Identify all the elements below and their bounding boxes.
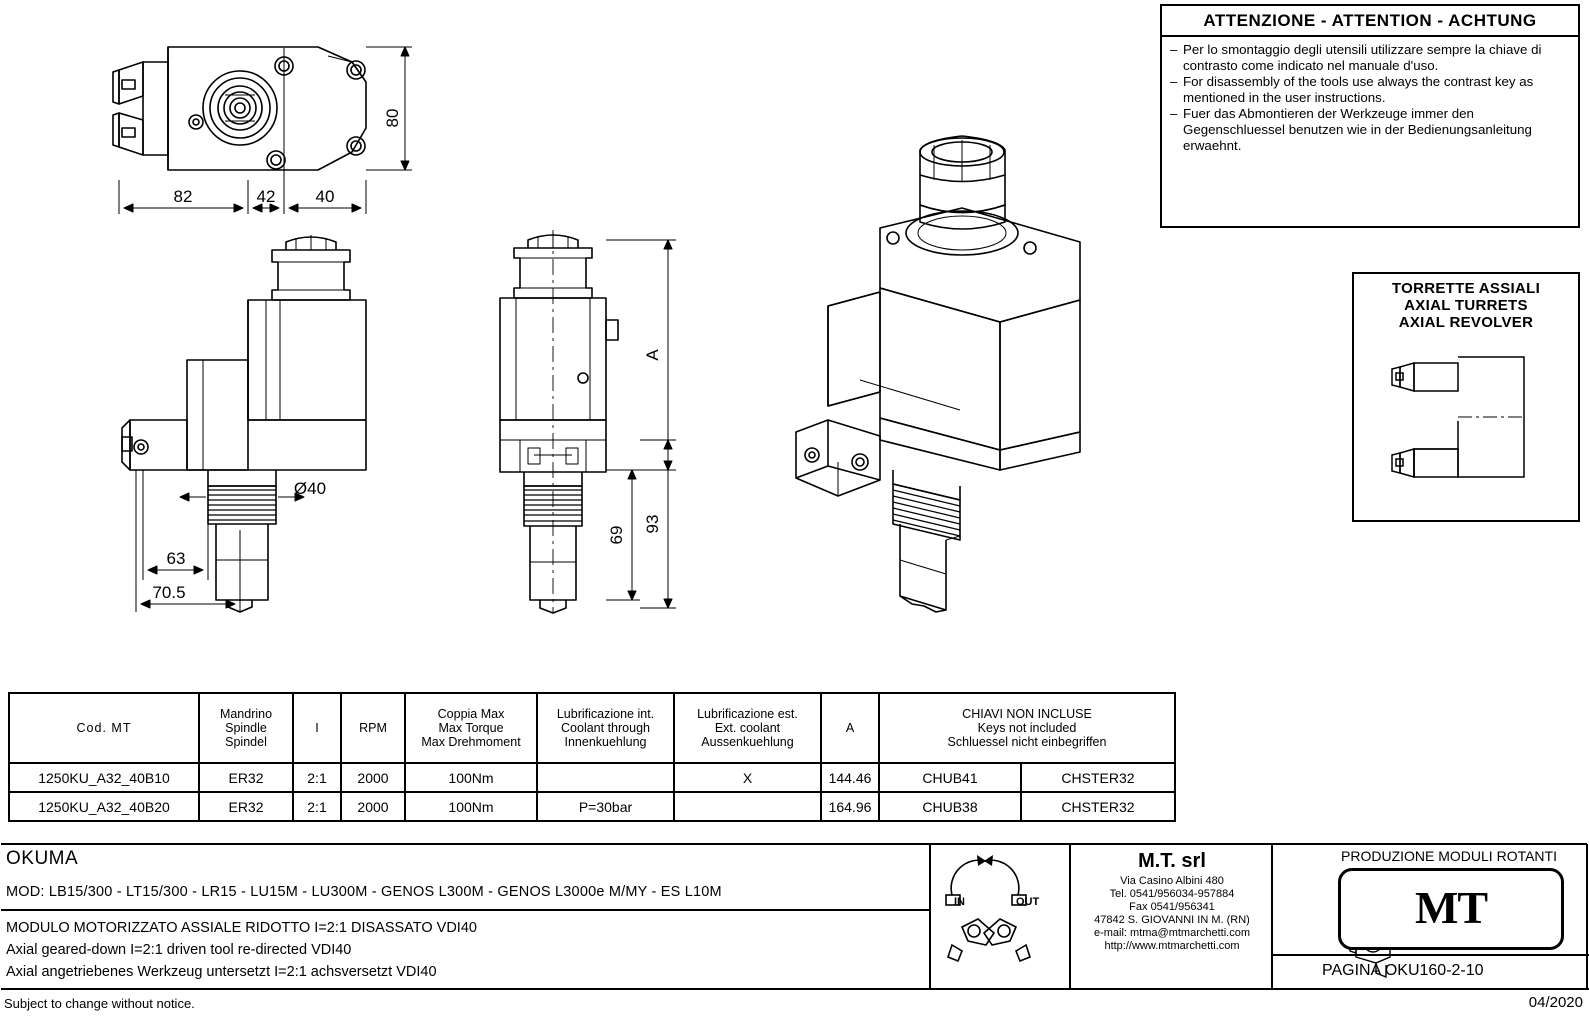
cell-key2: CHSTER32 xyxy=(1021,792,1175,821)
cell-code: 1250KU_A32_40B10 xyxy=(9,763,199,792)
dim-A: A xyxy=(643,349,662,361)
cell-rpm: 2000 xyxy=(341,792,405,821)
description-de: Axial angetriebenes Werkzeug untersetzt I=2:1 achsversetzt VDI40 xyxy=(6,964,437,980)
cell-a: 164.96 xyxy=(821,792,879,821)
cell-torque: 100Nm xyxy=(405,792,537,821)
mt-logo xyxy=(1338,868,1564,950)
description-it: MODULO MOTORIZZATO ASSIALE RIDOTTO I=2:1 DISASSATO VDI40 xyxy=(6,920,477,936)
cell-key2: CHSTER32 xyxy=(1021,763,1175,792)
dash-glyph: – xyxy=(1170,74,1178,90)
th-lub-int: Lubrificazione int. Coolant through Innenkuehlung xyxy=(537,693,674,763)
warning-box xyxy=(1160,4,1580,228)
dimension-lines xyxy=(119,47,676,612)
dash-glyph: – xyxy=(1170,42,1178,57)
table-row xyxy=(9,792,1175,821)
turret-title-de: AXIAL REVOLVER xyxy=(1398,314,1534,331)
company-fax: Fax 0541/956341 xyxy=(1129,901,1215,913)
dim-80: 80 xyxy=(383,108,402,128)
company-tel: Tel. 0541/956034-957884 xyxy=(1109,888,1235,900)
top-view xyxy=(113,47,366,170)
cell-lub-ext xyxy=(674,792,821,821)
page-label: PAGINA OKU160-2-10 xyxy=(1322,962,1484,979)
th-code: Cod. MT xyxy=(9,693,199,763)
warning-item-de xyxy=(1170,106,1570,153)
company-email[interactable]: e-mail: mtma@mtmarchetti.com xyxy=(1093,927,1251,939)
cell-i: 2:1 xyxy=(293,792,341,821)
company-street: Via Casino Albini 480 xyxy=(1120,875,1224,887)
production-label: PRODUZIONE MODULI ROTANTI xyxy=(1341,848,1557,864)
turret-title xyxy=(1354,274,1578,331)
warning-text-it: Per lo smontaggio degli utensili utilizzare sempre la chiave di contrasto come indicato nel manuale d'uso. xyxy=(1183,42,1542,73)
th-a: A xyxy=(821,693,879,763)
cell-rpm: 2000 xyxy=(341,763,405,792)
cell-key1: CHUB38 xyxy=(879,792,1021,821)
model-list: MOD: LB15/300 - LT15/300 - LR15 - LU15M - LU300M - GENOS L300M - GENOS L3000e M/MY - ES L10M xyxy=(6,884,722,900)
company-info xyxy=(1072,846,1272,953)
th-spindle: Mandrino Spindle Spindel xyxy=(199,693,293,763)
cell-key1: CHUB41 xyxy=(879,763,1021,792)
svg-text:OUT: OUT xyxy=(1016,896,1040,908)
cell-code: 1250KU_A32_40B20 xyxy=(9,792,199,821)
table-row xyxy=(9,763,1175,792)
cell-lub-int: P=30bar xyxy=(537,792,674,821)
cell-lub-ext: X xyxy=(674,763,821,792)
table-header-row xyxy=(9,693,1175,763)
date-label: 04/2020 xyxy=(1528,994,1583,1011)
company-name: M.T. srl xyxy=(1138,850,1206,872)
spec-table xyxy=(8,692,1176,822)
th-i: I xyxy=(293,693,341,763)
cell-torque: 100Nm xyxy=(405,763,537,792)
dash-glyph: – xyxy=(1170,106,1178,122)
th-lub-ext: Lubrificazione est. Ext. coolant Aussenkuehlung xyxy=(674,693,821,763)
turret-title-it: TORRETTE ASSIALI xyxy=(1391,280,1541,297)
brand-label: OKUMA xyxy=(6,848,79,869)
cell-spindle: ER32 xyxy=(199,763,293,792)
dim-705: 70.5 xyxy=(152,583,186,602)
th-torque: Coppia Max Max Torque Max Drehmoment xyxy=(405,693,537,763)
dim-dia40: Ø40 xyxy=(293,479,327,498)
svg-text:IN: IN xyxy=(954,896,965,908)
cell-lub-int xyxy=(537,763,674,792)
dim-63: 63 xyxy=(166,549,186,568)
drawing-area xyxy=(0,0,1160,680)
isometric-view xyxy=(796,136,1080,612)
dim-40: 40 xyxy=(315,187,335,206)
company-address xyxy=(1072,873,1272,953)
description-en: Axial geared-down I=2:1 driven tool re-directed VDI40 xyxy=(6,942,352,958)
axial-turret-box xyxy=(1352,272,1580,522)
dim-42: 42 xyxy=(256,187,276,206)
company-website[interactable]: http://www.mtmarchetti.com xyxy=(1104,940,1240,952)
company-city: 47842 S. GIOVANNI IN M. (RN) xyxy=(1094,914,1250,926)
warning-text-en: For disassembly of the tools use always the contrast key as mentioned in the user instructions. xyxy=(1183,74,1534,105)
disclaimer: Subject to change without notice. xyxy=(4,996,195,1011)
front-view xyxy=(122,235,366,612)
th-keys: CHIAVI NON INCLUSE Keys not included Schluessel nicht einbegriffen xyxy=(879,693,1175,763)
turret-sketch xyxy=(1354,335,1578,505)
warning-text-de: Fuer das Abmontieren der Werkzeuge immer den Gegenschluessel benutzen wie in der Bedienungsanleitung erwaehnt. xyxy=(1183,106,1532,153)
warning-list xyxy=(1162,37,1578,153)
dim-82: 82 xyxy=(173,187,193,206)
th-rpm: RPM xyxy=(341,693,405,763)
cell-a: 144.46 xyxy=(821,763,879,792)
turret-title-en: AXIAL TURRETS xyxy=(1404,297,1528,314)
warning-item-en xyxy=(1170,74,1570,105)
cell-spindle: ER32 xyxy=(199,792,293,821)
side-view xyxy=(500,230,618,613)
dim-69: 69 xyxy=(607,525,626,545)
dim-93: 93 xyxy=(643,514,662,534)
warning-item-it xyxy=(1170,42,1570,73)
mt-logo-text: MT xyxy=(1415,882,1488,933)
warning-title: ATTENZIONE - ATTENTION - ACHTUNG xyxy=(1203,11,1537,30)
cell-i: 2:1 xyxy=(293,763,341,792)
